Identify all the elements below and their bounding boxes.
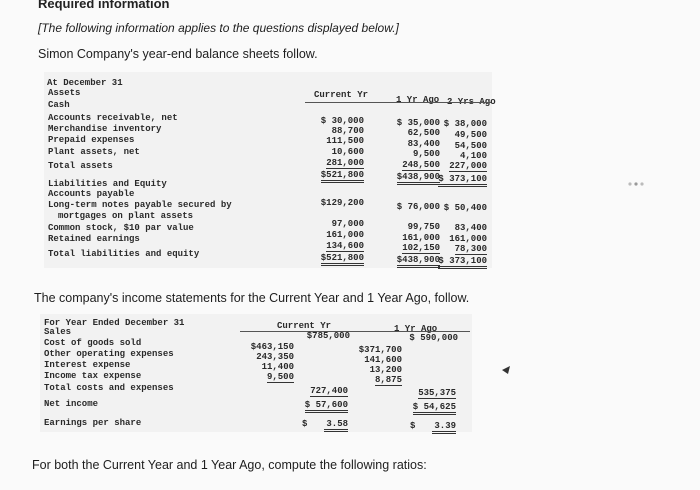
bs-cell-current: 10,600 [331,147,364,157]
bs-cell-current: $129,200 [320,198,364,208]
bs-row-label: Common stock, $10 par value [48,223,194,233]
is-row-label: Income tax expense [44,371,142,381]
is-header-rule [240,331,470,332]
bs-cell-current: $ 30,000 [320,116,364,126]
is-col-1yr: 1 Yr Ago [394,324,438,334]
bs-liabilities-label: Liabilities and Equity [48,179,167,189]
bs-row-label: Prepaid expenses [48,135,135,145]
company-line: Simon Company's year-end balance sheets follow. [38,47,318,61]
bs-cell-2yr: $ 50,400 [443,203,487,213]
bs-row-label: Accounts receivable, net [48,113,178,123]
bs-row-label: Total liabilities and equity [48,249,200,259]
bs-row-label: Cash [48,100,70,110]
is-cell-1yr: 3.39 [432,421,456,434]
is-row-label: Other operating expenses [44,349,174,359]
bs-cell-current: 161,000 [326,230,364,240]
bs-cell-1yr: 99,750 [407,222,440,232]
ratios-prompt: For both the Current Year and 1 Year Ago, compute the following ratios: [32,458,427,472]
bs-cell-2yr: 161,000 [449,234,487,244]
bs-header-rule [305,102,491,103]
bs-cell-1yr: $ 76,000 [396,202,440,212]
bs-cell-2yr: 78,300 [454,244,487,254]
is-cell-1yr: 13,200 [369,365,402,375]
is-row-label: Total costs and expenses [44,383,174,393]
dots-icon [628,174,644,180]
bs-cell-1yr: 9,500 [412,149,440,159]
section-title: Required information [38,0,170,11]
bs-cell-2yr: 83,400 [454,223,487,233]
bs-row-label: Accounts payable [48,189,135,199]
is-row-label: Cost of goods sold [44,338,142,348]
is-cell-current: $785,000 [306,331,350,341]
bs-cell-current: 281,000 [326,158,364,168]
is-row-label: Sales [44,327,72,337]
bs-cell-1yr: 248,500 [402,160,440,170]
bs-cell-1yr: $438,900 [397,255,440,268]
bs-heading: At December 31 [47,78,123,88]
is-cell-1yr: 141,600 [364,355,402,365]
is-eps-sign: $ [410,421,416,431]
bs-col-1yr: 1 Yr Ago [396,95,440,105]
bs-cell-current: 88,700 [331,126,364,136]
is-row-label: Earnings per share [44,418,142,428]
bs-cell-1yr: 83,400 [407,139,440,149]
bs-row-label: Plant assets, net [48,147,140,157]
bs-cell-current: 97,000 [331,219,364,229]
is-cell-1yr: 535,375 [418,388,456,398]
bs-row-label: Total assets [48,161,113,171]
is-cell-current: 243,350 [256,352,294,362]
intro-note: [The following information applies to the questions displayed below.] [38,21,399,35]
bs-cell-2yr: 54,500 [454,141,487,151]
is-cell-current: 9,500 [266,372,294,382]
bs-row-label: Retained earnings [48,234,140,244]
bs-cell-1yr: $ 35,000 [396,118,440,128]
is-eps-sign: $ [302,419,308,429]
bs-cell-current: 134,600 [326,241,364,251]
bs-cell-2yr: $ 373,100 [438,256,487,269]
bs-row-label: Merchandise inventory [48,124,162,134]
bs-cell-2yr: $ 373,100 [438,174,487,187]
bs-row-label: Long-term notes payable secured by [48,200,232,210]
is-row-label: Net income [44,399,99,409]
bs-col-current: Current Yr [314,90,369,100]
is-cell-current: 3.58 [324,419,348,432]
bs-cell-current: 111,500 [326,136,364,146]
bs-cell-current: $521,800 [321,170,364,183]
cursor-icon [502,361,510,369]
bs-cell-1yr: 62,500 [407,128,440,138]
is-cell-1yr: 8,875 [374,375,402,385]
is-cell-1yr: $371,700 [358,345,402,355]
is-heading: For Year Ended December 31 [44,318,185,328]
bs-assets-label: Assets [48,88,81,98]
is-cell-current: 727,400 [310,386,348,396]
is-cell-current: 11,400 [261,362,294,372]
is-col-current: Current Yr [277,321,332,331]
bs-cell-current: $521,800 [321,253,364,266]
bs-cell-2yr: 4,100 [459,151,487,161]
bs-cell-1yr: 102,150 [402,243,440,253]
bs-col-2yr: 2 Yrs Ago [447,97,496,107]
is-cell-current: $ 57,600 [305,400,348,413]
bs-cell-1yr: 161,000 [402,233,440,243]
bs-cell-2yr: 227,000 [449,161,487,171]
bs-cell-2yr: $ 38,000 [443,119,487,129]
is-cell-1yr: $ 590,000 [409,333,458,343]
bs-cell-1yr: $438,900 [397,172,440,185]
is-cell-current: $463,150 [250,342,294,352]
income-intro: The company's income statements for the Current Year and 1 Year Ago, follow. [34,291,470,305]
is-row-label: Interest expense [44,360,131,370]
bs-row-label: mortgages on plant assets [58,211,194,221]
bs-cell-2yr: 49,500 [454,130,487,140]
is-cell-1yr: $ 54,625 [413,402,456,415]
